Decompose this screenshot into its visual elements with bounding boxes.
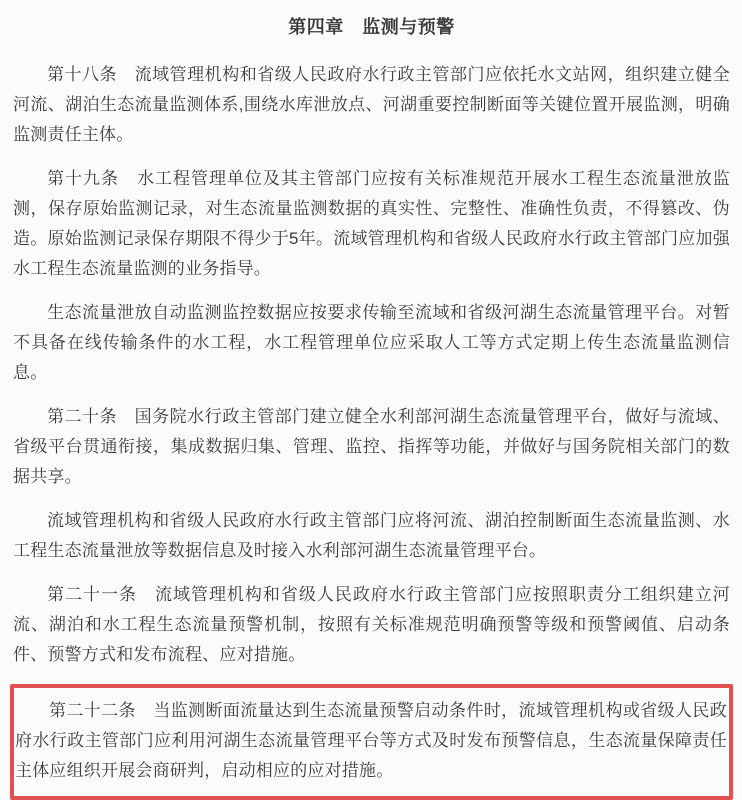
paragraph-article-19-supplement: 生态流量泄放自动监测监控数据应按要求传输至流域和省级河湖生态流量管理平台。对暂不具备在线传输条件的水工程，水工程管理单位应采取人工等方式定期上传生态流量监测信息。 xyxy=(13,303,730,382)
paragraph-article-18: 第十八条 流域管理机构和省级人民政府水行政主管部门应依托水文站网，组织建立健全河流、湖泊生态流量监测体系,围绕水库泄放点、河湖重要控制断面等关键位置开展监测，明确监测责任主体。 xyxy=(13,65,730,144)
paragraph-article-20: 第二十条 国务院水行政主管部门建立健全水利部河湖生态流量管理平台，做好与流域、省级平台贯通衔接，集成数据归集、管理、监控、指挥等功能，并做好与国务院相关部门的数据共享。 xyxy=(13,407,730,486)
paragraph-article-19: 第十九条 水工程管理单位及其主管部门应按有关标准规范开展水工程生态流量泄放监测，保存原始监测记录，对生态流量监测数据的真实性、完整性、准确性负责，不得篡改、伪造。原始监测记录保存期限不得少于5年。流域管理机构和省级人民政府水行政主管部门应加强水工程生态流量监测的业务指导。 xyxy=(13,169,730,278)
chapter-title: 第四章 监测与预警 xyxy=(288,17,455,37)
paragraph-article-20-supplement: 流域管理机构和省级人民政府水行政主管部门应将河流、湖泊控制断面生态流量监测、水工程生态流量泄放等数据信息及时接入水利部河湖生态流量管理平台。 xyxy=(13,511,730,560)
highlight-box-article-22 xyxy=(10,684,733,800)
paragraph-article-21: 第二十一条 流域管理机构和省级人民政府水行政主管部门应按照职责分工组织建立河流、湖泊和水工程生态流量预警机制，按照有关标准规范明确预警等级和预警阈值、启动条件、预警方式和发布流程、应对措施。 xyxy=(13,585,730,664)
paragraph-article-22-highlighted: 第二十二条 当监测断面流量达到生态流量预警启动条件时，流域管理机构或省级人民政府水行政主管部门应利用河湖生态流量管理平台等方式及时发布预警信息，生态流量保障责任主体应组织开展会商研判，启动相应的应对措施。 xyxy=(15,701,727,780)
